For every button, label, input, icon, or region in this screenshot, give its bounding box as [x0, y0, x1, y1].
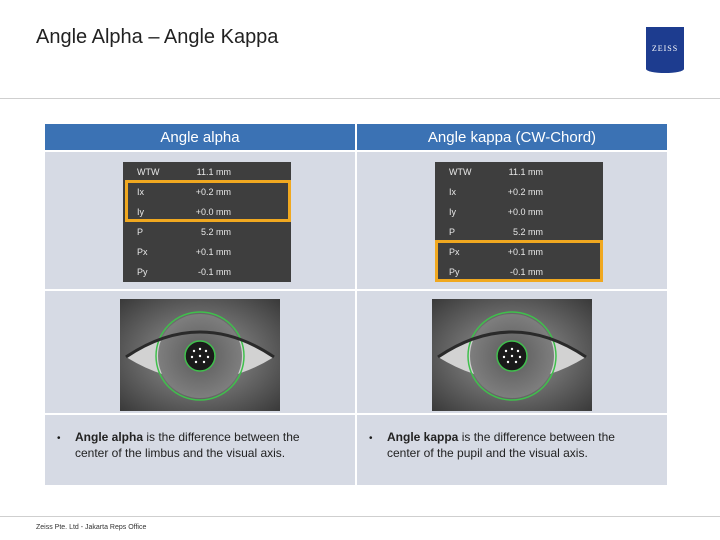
measurement-value: +0.1 mm — [507, 247, 543, 257]
measurement-key: Iy — [449, 207, 457, 217]
measurement-row — [123, 262, 291, 282]
measurement-value: -0.1 mm — [509, 267, 543, 277]
eye-image — [432, 299, 592, 411]
measurement-value: 11.1 mm — [196, 167, 231, 177]
logo-text: ZEISS — [651, 43, 679, 53]
measurement-key: P — [137, 227, 144, 237]
measurement-key: Ix — [137, 187, 145, 197]
column-header: Angle kappa (CW-Chord) — [357, 124, 667, 150]
footer-text: Zeiss Pte. Ltd - Jakarta Reps Office — [36, 524, 147, 531]
eye-image-cell — [357, 289, 667, 413]
measurement-row — [123, 222, 291, 242]
bullet-term: Angle alpha — [75, 430, 144, 444]
measurement-value: 5.2 mm — [200, 227, 231, 237]
measurement-row — [435, 222, 603, 242]
measurement-key: Px — [449, 247, 460, 257]
highlight-box — [125, 180, 291, 222]
bullet-term: Angle kappa — [387, 430, 459, 444]
measurement-key: P — [449, 227, 456, 237]
measurement-value: +0.1 mm — [195, 247, 231, 257]
measurement-row — [435, 162, 603, 182]
angle-kappa-column — [357, 124, 667, 485]
zeiss-logo — [646, 27, 684, 69]
measurement-value: 5.2 mm — [512, 227, 543, 237]
measurement-value: 11.1 mm — [508, 167, 543, 177]
column-header: Angle alpha — [45, 124, 355, 150]
measurement-key: Ix — [449, 187, 457, 197]
angle-alpha-column — [45, 124, 355, 485]
bullet-rest: is the difference between the center of the pupil and the visual axis. — [387, 430, 615, 460]
measurement-key: WTW — [137, 167, 160, 177]
description-text — [75, 429, 335, 461]
measurement-row — [123, 242, 291, 262]
description-text — [387, 429, 647, 461]
measurement-key: Py — [137, 267, 148, 277]
measurement-value: -0.1 mm — [197, 267, 231, 277]
measurement-cell — [357, 150, 667, 289]
measurement-row — [435, 202, 603, 222]
bullet-rest: is the difference between the center of the limbus and the visual axis. — [75, 430, 300, 460]
measurement-value: +0.0 mm — [507, 207, 543, 217]
measurement-key: Py — [449, 267, 460, 277]
bullet-icon: • — [57, 433, 61, 444]
slide-title: Angle Alpha – Angle Kappa — [36, 26, 279, 48]
description-cell — [45, 413, 355, 485]
measurement-key: Px — [137, 247, 148, 257]
measurement-value: +0.0 mm — [195, 207, 231, 217]
measurement-key: Iy — [137, 207, 145, 217]
bottom-divider — [0, 516, 720, 517]
eye-image — [120, 299, 280, 411]
measurement-panel — [123, 162, 291, 282]
measurement-row — [435, 182, 603, 202]
measurement-value: +0.2 mm — [195, 187, 231, 197]
highlight-box — [435, 240, 603, 282]
measurement-row — [123, 162, 291, 182]
measurement-cell — [45, 150, 355, 289]
bullet-icon: • — [369, 433, 373, 444]
measurement-panel — [435, 162, 603, 282]
top-divider — [0, 98, 720, 99]
measurement-value: +0.2 mm — [507, 187, 543, 197]
description-cell — [357, 413, 667, 485]
measurement-key: WTW — [449, 167, 472, 177]
eye-image-cell — [45, 289, 355, 413]
